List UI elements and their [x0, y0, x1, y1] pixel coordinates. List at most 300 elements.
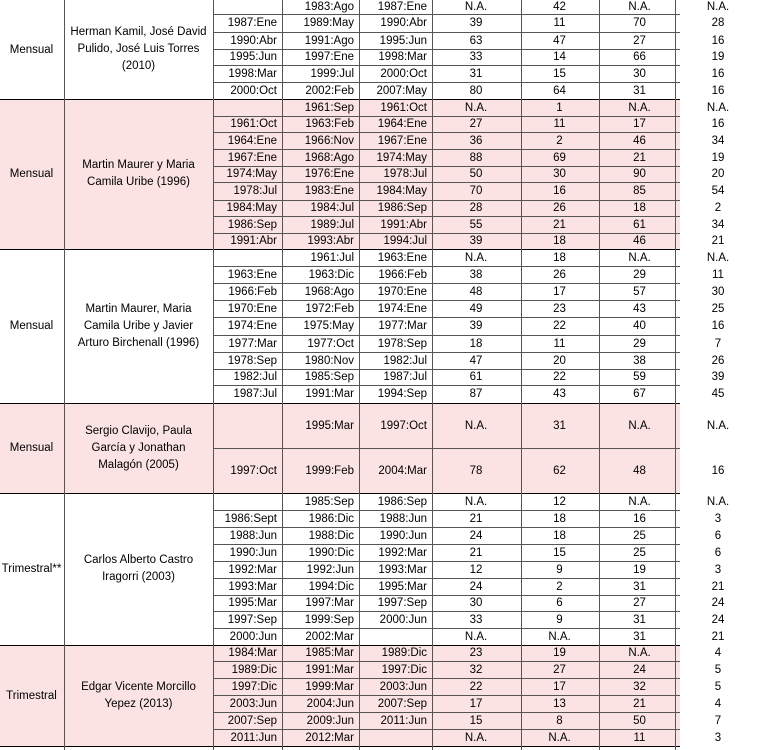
expansion-cell: 8 [556, 714, 563, 727]
peak-prev-cell: 1978:Jul [233, 185, 277, 197]
trough-cell: 1991:Mar [305, 388, 354, 400]
contraction-cell: 27 [633, 34, 646, 47]
contraction-cell: 11 [633, 731, 646, 744]
expansion-cell: 18 [553, 235, 566, 247]
peak-cell: 1964:Ene [377, 118, 427, 130]
trough-cell: 1999:Feb [305, 464, 354, 477]
peak-cell: 1988:Jun [379, 512, 427, 525]
duration-cell: 24 [469, 580, 483, 593]
table-row [213, 678, 722, 695]
duration-cell: 28 [469, 202, 483, 214]
peak-cell: 1967:Ene [377, 134, 427, 147]
expansion-cell: 2 [556, 134, 563, 147]
expansion-cell: 64 [553, 84, 566, 97]
peak-prev-cell: 1978:Sep [227, 354, 277, 367]
contraction-cell: N.A. [628, 251, 651, 264]
section-divider [0, 403, 680, 404]
contraction-cell: 46 [633, 235, 646, 247]
expansion-cell: 27 [553, 663, 566, 676]
trough-cell: 1999:Sep [304, 613, 354, 626]
peak-prev-cell: 1977:Mar [228, 337, 277, 350]
contraction-cell: 61 [633, 218, 646, 231]
peak-prev-cell: 1974:May [226, 168, 277, 180]
amplitude-cell: 16 [711, 67, 725, 80]
amplitude-cell: N.A. [706, 419, 730, 432]
column-divider [675, 0, 676, 750]
duration-cell: N.A. [464, 1, 488, 13]
amplitude-cell: 6 [714, 546, 722, 559]
section-divider [0, 249, 680, 250]
row-divider [213, 385, 680, 386]
expansion-cell: 11 [553, 118, 566, 130]
table-row [213, 32, 725, 49]
expansion-cell: 11 [553, 337, 566, 350]
contraction-cell: 16 [633, 512, 646, 525]
contraction-cell: 30 [633, 67, 646, 80]
trough-cell: 2012:Mar [305, 731, 354, 744]
duration-cell: 32 [469, 663, 483, 676]
row-divider [213, 266, 680, 267]
contraction-cell: 46 [633, 134, 646, 147]
row-divider [213, 369, 680, 370]
peak-cell: 2011:Jun [380, 714, 427, 727]
table-row [213, 82, 725, 99]
trough-cell: 2002:Mar [305, 630, 354, 643]
duration-cell: 63 [469, 34, 483, 47]
amplitude-cell: 2 [714, 202, 722, 214]
peak-prev-cell: 1967:Ene [227, 151, 277, 164]
amplitude-cell: 25 [711, 302, 725, 315]
peak-prev-cell [213, 99, 281, 116]
table-row [213, 712, 722, 729]
amplitude-cell: 45 [711, 388, 725, 400]
trough-cell: 1975:May [303, 320, 354, 332]
peak-cell: 1963:Ene [377, 251, 427, 264]
duration-cell: N.A. [464, 251, 488, 264]
peak-prev-cell: 1987:Jul [233, 388, 277, 400]
amplitude-cell: 24 [711, 597, 725, 609]
row-divider [213, 300, 680, 301]
peak-prev-cell: 1963:Ene [227, 268, 277, 281]
peak-cell: 1994:Sep [377, 388, 427, 400]
peak-prev-cell: 1986:Sept [224, 512, 277, 525]
peak-prev-cell: 1992:Mar [228, 563, 277, 576]
row-divider [213, 678, 680, 679]
trough-cell: 1963:Dic [308, 268, 354, 281]
table-row [213, 352, 725, 369]
contraction-cell: N.A. [628, 495, 651, 508]
trough-cell: 2004:Jun [306, 697, 354, 710]
table-row [213, 578, 725, 595]
duration-cell: N.A. [464, 495, 488, 508]
expansion-cell: 22 [553, 320, 566, 332]
frequency-label: Trimestral [6, 689, 57, 702]
trough-cell: 1966:Nov [304, 134, 354, 147]
row-divider [213, 65, 680, 66]
contraction-cell: 29 [633, 337, 646, 350]
amplitude-cell: 16 [711, 84, 725, 97]
peak-prev-cell: 2007:Sep [227, 714, 277, 727]
duration-cell: 21 [469, 546, 483, 559]
row-divider [213, 448, 680, 449]
duration-cell: N.A. [464, 630, 488, 643]
table-row [213, 99, 730, 116]
peak-cell: 1974:May [376, 151, 427, 164]
frequency-label: Trimestral** [1, 563, 62, 575]
amplitude-cell: 30 [711, 285, 725, 298]
amplitude-cell: 11 [712, 268, 724, 281]
peak-cell: 1997:Dic [381, 663, 427, 676]
table-row [213, 249, 730, 266]
row-divider [213, 578, 680, 579]
duration-cell: N.A. [464, 101, 488, 114]
peak-prev-cell: 1990:Abr [230, 34, 277, 47]
section-divider [0, 99, 680, 100]
peak-cell: 1991:Abr [380, 218, 427, 231]
amplitude-cell: 26 [711, 354, 725, 367]
trough-cell: 1983:Ene [304, 185, 354, 197]
table-row [213, 200, 722, 216]
row-divider [213, 317, 680, 318]
trough-cell: 1976:Ene [304, 168, 354, 180]
frequency-label: Mensual [9, 442, 54, 454]
trough-cell: 1985:Sep [304, 371, 354, 383]
amplitude-cell: 21 [711, 580, 725, 593]
row-divider [213, 283, 680, 284]
trough-cell: 1985:Mar [305, 647, 354, 659]
table-row [213, 544, 722, 561]
expansion-cell: 18 [553, 251, 566, 264]
amplitude-cell: 16 [711, 320, 725, 332]
peak-prev-cell [213, 249, 281, 266]
amplitude-cell: 28 [711, 17, 725, 29]
peak-cell: 1987:Ene [377, 1, 427, 13]
expansion-cell: 21 [553, 218, 566, 231]
column-divider [359, 0, 360, 750]
duration-cell: 55 [469, 218, 483, 231]
table-row [213, 527, 722, 544]
expansion-cell: 15 [553, 546, 566, 559]
contraction-cell: 18 [633, 202, 646, 214]
peak-prev-cell: 1991:Abr [230, 235, 277, 247]
contraction-cell: 29 [633, 268, 646, 281]
table-row [213, 729, 722, 746]
trough-cell: 1963:Feb [305, 118, 354, 130]
contraction-cell: 24 [633, 663, 646, 676]
amplitude-cell: 34 [711, 134, 725, 147]
table-row [213, 510, 722, 527]
duration-cell: 39 [469, 235, 483, 247]
amplitude-cell: 39 [711, 371, 725, 383]
trough-cell: 1997:Ene [304, 51, 354, 63]
amplitude-cell: 16 [711, 118, 725, 130]
peak-cell: 1986:Sep [377, 202, 427, 214]
contraction-cell: 27 [633, 597, 646, 609]
contraction-cell: 32 [633, 680, 646, 693]
table-row [213, 166, 725, 182]
peak-prev-cell: 1974:Ene [227, 320, 277, 332]
trough-cell: 1991:Mar [305, 663, 354, 676]
contraction-cell: 67 [633, 388, 646, 400]
peak-prev-cell: 2011:Jun [230, 731, 277, 744]
amplitude-cell: N.A. [706, 1, 730, 13]
peak-cell: 1997:Sep [377, 597, 427, 609]
expansion-cell: 31 [553, 419, 566, 432]
table-row [213, 493, 730, 510]
expansion-cell: 14 [553, 51, 566, 63]
table-row [213, 65, 725, 82]
duration-cell: 80 [469, 84, 483, 97]
column-divider [213, 0, 214, 750]
trough-cell: 1961:Jul [310, 251, 354, 264]
expansion-cell: 42 [553, 1, 566, 13]
peak-cell: 1961:Oct [380, 101, 427, 114]
table-row [213, 611, 725, 628]
expansion-cell: 9 [556, 613, 563, 626]
duration-cell: 24 [469, 529, 483, 542]
row-divider [213, 216, 680, 217]
peak-cell: 2000:Jun [379, 613, 427, 626]
row-divider [213, 561, 680, 562]
duration-cell: 23 [469, 647, 483, 659]
row-divider [213, 166, 680, 167]
row-divider [213, 132, 680, 133]
contraction-cell: 57 [633, 285, 646, 298]
trough-cell: 1995:Mar [305, 419, 354, 432]
peak-prev-cell: 1993:Mar [228, 580, 277, 593]
expansion-cell: 15 [553, 67, 566, 80]
expansion-cell: 30 [553, 168, 566, 180]
duration-cell: N.A. [464, 731, 488, 744]
expansion-cell: 26 [553, 202, 566, 214]
trough-cell: 2002:Feb [305, 84, 354, 97]
contraction-cell: 66 [633, 51, 646, 63]
row-divider [213, 116, 680, 117]
table-row [213, 335, 722, 352]
row-divider [213, 595, 680, 596]
peak-prev-cell: 2003:Jun [229, 697, 277, 710]
amplitude-cell: N.A. [706, 251, 730, 264]
duration-cell: 48 [469, 285, 483, 298]
expansion-cell: N.A. [548, 731, 571, 744]
trough-cell: 1992:Jun [306, 563, 354, 576]
section-divider [0, 645, 680, 646]
trough-cell: 1989:Jul [310, 218, 354, 231]
expansion-cell: 16 [553, 185, 566, 197]
amplitude-cell: 3 [714, 512, 722, 525]
expansion-cell: 22 [553, 371, 566, 383]
duration-cell: 49 [469, 302, 483, 315]
peak-cell: 1989:Dic [381, 647, 427, 659]
peak-prev-cell: 1966:Feb [228, 285, 277, 298]
peak-cell: 2003:Jun [379, 680, 427, 693]
table-row [213, 645, 722, 661]
contraction-cell: 21 [633, 697, 646, 710]
amplitude-cell: 3 [714, 563, 722, 576]
peak-cell: 2004:Mar [378, 464, 427, 477]
duration-cell: 78 [469, 464, 483, 477]
trough-cell: 1986:Dic [308, 512, 354, 525]
peak-cell: 1987:Jul [383, 371, 427, 383]
contraction-cell: 40 [633, 320, 646, 332]
table-row [213, 628, 725, 645]
trough-cell: 1991:Ago [304, 34, 354, 47]
contraction-cell: 31 [633, 630, 646, 643]
peak-prev-cell [213, 0, 281, 14]
table-row [213, 0, 730, 14]
column-divider [599, 0, 600, 750]
trough-cell: 2009:Jun [306, 714, 354, 727]
peak-prev-cell: 1970:Ene [227, 302, 277, 315]
peak-cell: 2007:Sep [377, 697, 427, 710]
amplitude-cell: 19 [711, 151, 725, 164]
duration-cell: 17 [469, 697, 483, 710]
peak-prev-cell: 1998:Mar [228, 67, 277, 80]
peak-cell: 2000:Oct [380, 67, 427, 80]
expansion-cell: 6 [556, 597, 563, 609]
table-row [213, 283, 725, 300]
expansion-cell: 69 [553, 151, 566, 164]
peak-prev-cell [213, 493, 281, 510]
peak-cell: 1966:Feb [378, 268, 427, 281]
duration-cell: 70 [469, 185, 483, 197]
table-row [213, 132, 725, 149]
contraction-cell: 31 [633, 613, 646, 626]
trough-cell: 1968:Ago [304, 285, 354, 298]
expansion-cell: 2 [556, 580, 563, 593]
amplitude-cell: 4 [714, 647, 722, 659]
row-divider [213, 628, 680, 629]
peak-cell: 1970:Ene [377, 285, 427, 298]
duration-cell: 30 [469, 597, 483, 609]
contraction-cell: 19 [633, 563, 646, 576]
peak-cell: 1978:Sep [377, 337, 427, 350]
duration-cell: 50 [469, 168, 483, 180]
expansion-cell: 47 [553, 34, 566, 47]
duration-cell: 27 [469, 118, 483, 130]
peak-prev-cell [213, 403, 281, 448]
table-row [213, 266, 724, 283]
table-row [213, 49, 725, 65]
table-row [213, 695, 722, 712]
contraction-cell: 38 [633, 354, 646, 367]
trough-cell: 1977:Oct [307, 337, 354, 350]
duration-cell: 18 [469, 337, 483, 350]
contraction-cell: 50 [633, 714, 646, 727]
duration-cell: 38 [469, 268, 483, 281]
amplitude-cell: 21 [711, 630, 725, 643]
peak-prev-cell: 1997:Oct [230, 464, 277, 477]
trough-cell: 1972:Feb [305, 302, 354, 315]
peak-cell: 1977:Mar [378, 320, 427, 332]
trough-cell: 1993:Abr [307, 235, 354, 247]
column-divider [521, 0, 522, 750]
row-divider [213, 14, 680, 15]
table-row [213, 595, 725, 611]
column-divider [64, 0, 65, 750]
row-divider [213, 510, 680, 511]
contraction-cell: 70 [633, 17, 646, 29]
column-divider [432, 0, 433, 750]
peak-prev-cell: 1995:Mar [228, 597, 277, 609]
trough-cell: 1980:Nov [304, 354, 354, 367]
peak-prev-cell: 1986:Sep [227, 218, 277, 231]
table-row [213, 369, 725, 385]
trough-cell: 1984:Jul [310, 202, 354, 214]
amplitude-cell: 20 [711, 168, 725, 180]
peak-cell: 1978:Jul [383, 168, 427, 180]
peak-cell: 1993:Mar [378, 563, 427, 576]
amplitude-cell: 7 [714, 337, 722, 350]
peak-cell: 1998:Mar [378, 51, 427, 63]
duration-cell: 39 [469, 17, 483, 29]
peak-prev-cell: 1997:Sep [227, 613, 277, 626]
row-divider [213, 544, 680, 545]
expansion-cell: 18 [553, 529, 566, 542]
author-label: Martin Maurer y Maria Camila Uribe (1996) [82, 159, 195, 188]
expansion-cell: 13 [553, 697, 566, 710]
contraction-cell: 85 [633, 185, 646, 197]
contraction-cell: 31 [633, 580, 646, 593]
peak-cell: 1995:Mar [378, 580, 427, 593]
expansion-cell: 12 [553, 495, 566, 508]
expansion-cell: 20 [553, 354, 566, 367]
peak-cell: 1995:Jun [379, 34, 427, 47]
duration-cell: 12 [469, 563, 483, 576]
row-divider [213, 712, 680, 713]
table-row [213, 300, 725, 317]
trough-cell: 1999:Jul [310, 67, 354, 80]
section-divider [0, 746, 680, 747]
peak-cell: 1984:May [376, 185, 427, 197]
contraction-cell: 31 [633, 84, 646, 97]
frequency-label: Mensual [9, 320, 54, 332]
row-divider [213, 32, 680, 33]
peak-cell: 1992:Mar [378, 546, 427, 559]
peak-cell: 1990:Jun [379, 529, 427, 542]
amplitude-cell: 3 [714, 731, 722, 744]
contraction-cell: 59 [633, 371, 646, 383]
row-divider [213, 82, 680, 83]
peak-cell [359, 628, 431, 645]
table-row [213, 182, 725, 200]
peak-cell: 1990:Abr [380, 17, 427, 29]
duration-cell: 61 [469, 371, 483, 383]
table-row [213, 403, 730, 448]
table-row [213, 317, 725, 335]
trough-cell: 1999:Mar [305, 680, 354, 693]
amplitude-cell: 4 [714, 697, 722, 710]
contraction-cell: N.A. [628, 647, 651, 659]
expansion-cell: 9 [556, 563, 563, 576]
frequency-label: Mensual [9, 168, 54, 180]
expansion-cell: 62 [553, 464, 566, 477]
table-row [213, 216, 725, 233]
peak-cell: 1974:Ene [377, 302, 427, 315]
peak-prev-cell: 2000:Oct [230, 84, 277, 97]
author-label: Sergio Clavijo, Paula García y Jonathan Malagón (2005) [85, 424, 192, 471]
frequency-label: Mensual [9, 43, 54, 56]
peak-prev-cell: 1997:Dic [231, 680, 277, 693]
amplitude-cell: N.A. [706, 101, 730, 114]
expansion-cell: 18 [553, 512, 566, 525]
author-label: Carlos Alberto Castro Iragorri (2003) [83, 554, 194, 583]
row-divider [213, 182, 680, 183]
trough-cell: 1968:Ago [304, 151, 354, 164]
trough-cell: 1985:Sep [304, 495, 354, 508]
duration-cell: 31 [469, 67, 483, 80]
amplitude-cell: 16 [711, 34, 725, 47]
